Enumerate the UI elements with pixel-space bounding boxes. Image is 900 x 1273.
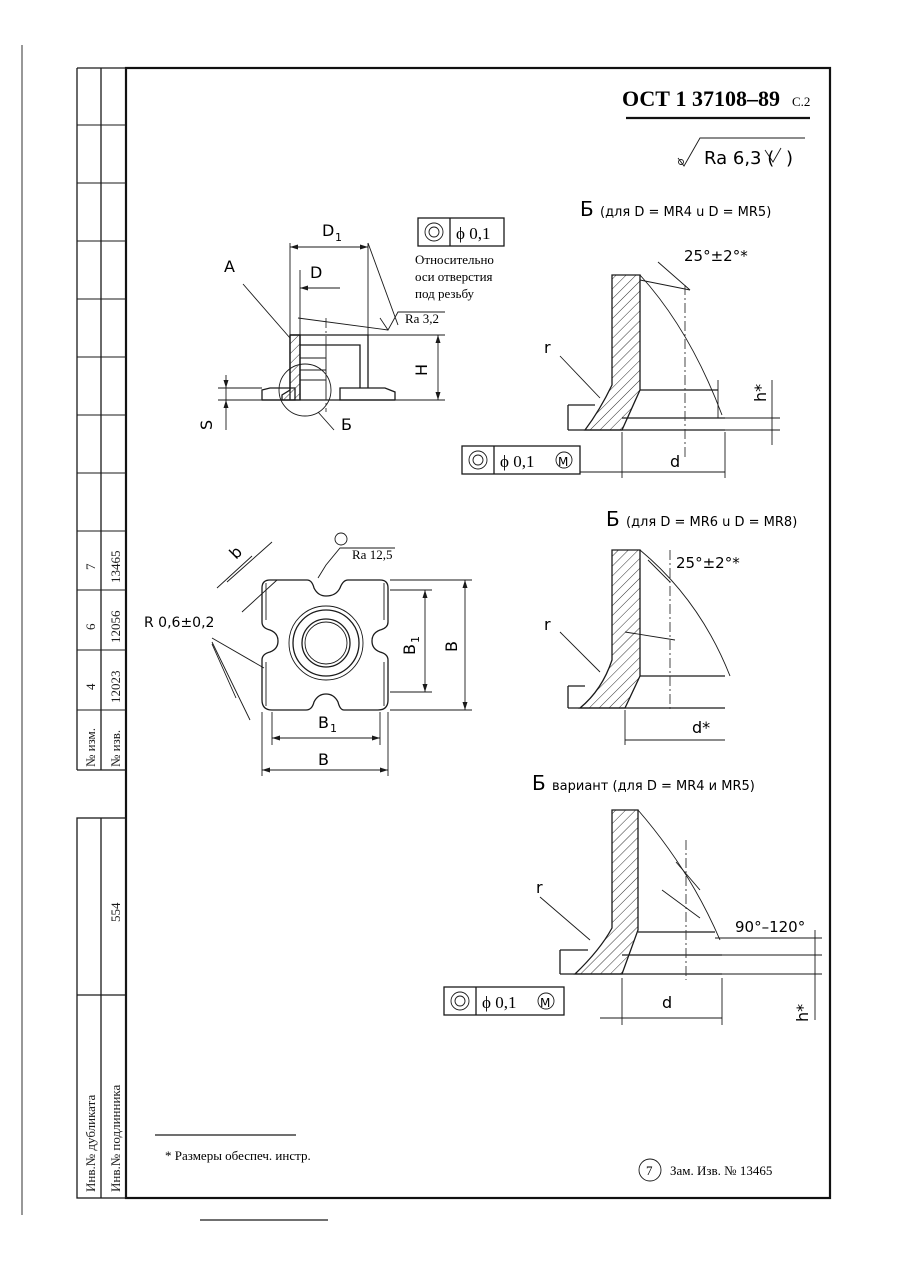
notice-number: 12023: [108, 670, 123, 703]
detail-3-modifier: M: [540, 996, 551, 1010]
original-inventory-label: Инв.№ подлинника: [108, 1084, 123, 1192]
detail-1-diameter: d: [670, 452, 681, 471]
detail-2-radius: r: [544, 615, 551, 634]
surface-a-label: А: [224, 257, 235, 276]
change-number: 7: [83, 563, 98, 570]
detail-1-modifier: M: [558, 455, 569, 469]
tolerance-note-line-1: Относительно: [415, 252, 494, 267]
footnote: * Размеры обеспеч. инстр.: [165, 1148, 311, 1163]
page-number: С.2: [792, 94, 811, 109]
duplicate-inventory-label: Инв.№ дубликата: [83, 1094, 98, 1192]
general-roughness-value: Ra 6,3 (: [704, 148, 775, 169]
general-roughness-tail: ): [786, 148, 794, 169]
detail-2-title: Б: [606, 507, 620, 531]
detail-3-height: h*: [793, 1003, 812, 1022]
dim-h-label: H: [412, 363, 431, 376]
change-number-label: № изм.: [83, 727, 98, 767]
dim-d1-label: D: [322, 221, 335, 240]
detail-3-tolerance: ϕ 0,1: [482, 993, 517, 1012]
detail-b-callout: Б: [341, 415, 352, 434]
coaxiality-tolerance: ϕ 0,1: [456, 224, 491, 243]
notice-number: 13465: [108, 550, 123, 583]
dim-b-vertical: B: [442, 641, 461, 652]
section-view: [218, 218, 504, 430]
detail-2-angle: 25°±2°*: [676, 554, 740, 572]
detail-3-radius: r: [536, 878, 543, 897]
detail-b-2: [560, 550, 730, 745]
detail-1-subtitle: (для D = MR4 u D = MR5): [600, 205, 772, 220]
detail-2-diameter: d*: [692, 718, 711, 737]
tolerance-note-line-2: оси отверстия: [415, 269, 493, 284]
detail-1-title: Б: [580, 197, 594, 221]
dim-b-small: b: [225, 542, 247, 563]
plan-view: [212, 533, 472, 776]
change-number: 4: [83, 683, 98, 690]
detail-3-subtitle: вариант (для D = MR4 и MR5): [552, 779, 755, 794]
dim-b1-vertical: B: [400, 644, 419, 655]
roughness-ra-3-2: Ra 3,2: [405, 311, 439, 326]
dim-d1-subscript: 1: [335, 231, 342, 244]
dim-b1-horizontal-subscript: 1: [330, 722, 337, 735]
change-number: 6: [83, 623, 98, 630]
detail-b-1: [462, 262, 780, 478]
detail-3-title: Б: [532, 771, 546, 795]
detail-1-angle: 25°±2°*: [684, 247, 748, 265]
corner-radius: R 0,6±0,2: [144, 615, 215, 631]
change-marker-number: 7: [646, 1163, 653, 1178]
dim-b1-horizontal: B: [318, 713, 329, 732]
detail-1-height: h*: [751, 383, 770, 402]
original-inventory-number: 554: [108, 902, 123, 922]
detail-1-radius: r: [544, 338, 551, 357]
detail-2-subtitle: (для D = MR6 u D = MR8): [626, 515, 798, 530]
change-note: Зам. Изв. № 13465: [670, 1163, 773, 1178]
detail-3-diameter: d: [662, 993, 673, 1012]
dim-b-horizontal: B: [318, 750, 329, 769]
detail-3-angle: 90°–120°: [735, 918, 806, 936]
notice-number-label: № изв.: [108, 729, 123, 767]
dim-b1-vertical-subscript: 1: [409, 636, 422, 643]
dim-d-label: D: [310, 263, 323, 282]
roughness-ra-12-5: Ra 12,5: [352, 547, 393, 562]
tolerance-note-line-3: под резьбу: [415, 286, 475, 301]
notice-number: 12056: [108, 610, 123, 643]
standard-number: ОСТ 1 37108–89: [622, 86, 780, 111]
dim-s-label: S: [197, 419, 216, 430]
detail-1-tolerance: ϕ 0,1: [500, 452, 535, 471]
